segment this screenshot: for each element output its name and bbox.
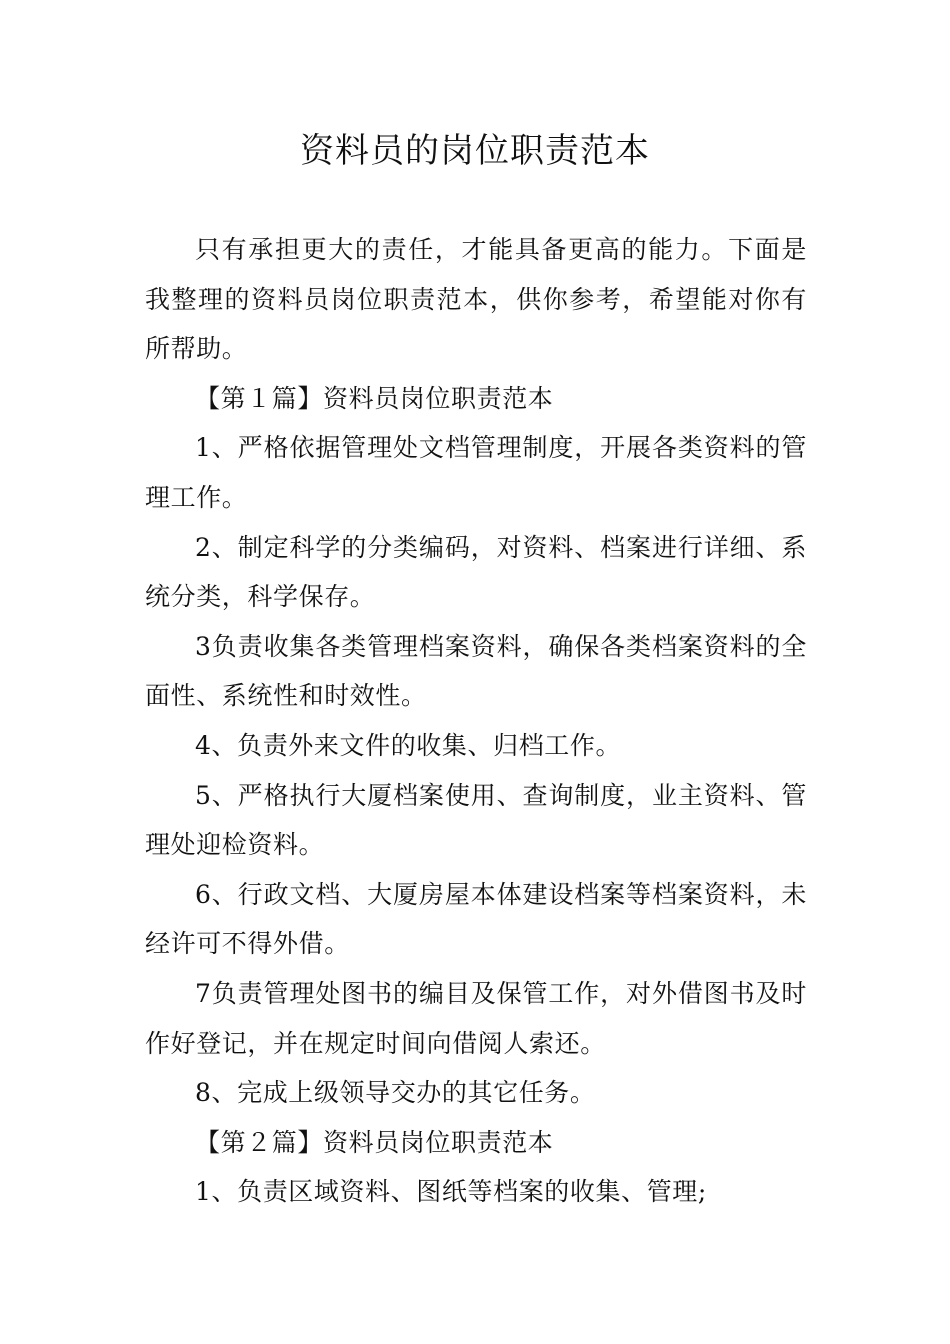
list-item: 1、负责区域资料、图纸等档案的收集、管理; <box>195 1177 707 1207</box>
list-item: 6、行政文档、大厦房屋本体建设档案等档案资料，未经许可不得外借。 <box>145 879 807 959</box>
list-item: 7负责管理处图书的编目及保管工作，对外借图书及时作好登记，并在规定时间向借阅人索还。 <box>145 978 807 1058</box>
document-body <box>145 225 807 1217</box>
section-heading-2: 【第２篇】资料员岗位职责范本 <box>195 1127 554 1157</box>
document-title: 资料员的岗位职责范本 <box>300 131 650 171</box>
list-item: 3负责收集各类管理档案资料，确保各类档案资料的全面性、系统性和时效性。 <box>145 631 807 711</box>
list-item: 1、严格依据管理处文档管理制度，开展各类资料的管理工作。 <box>145 433 807 512</box>
list-item: 5、严格执行大厦档案使用、查询制度，业主资料、管理处迎检资料。 <box>145 780 807 860</box>
list-item: 8、完成上级领导交办的其它任务。 <box>195 1078 596 1108</box>
intro-paragraph: 只有承担更大的责任，才能具备更高的能力。下面是我整理的资料员岗位职责范本，供你参考，希望能对你有所帮助。 <box>145 235 807 364</box>
section-heading-1: 【第１篇】资料员岗位职责范本 <box>195 383 554 413</box>
list-item: 2、制定科学的分类编码，对资料、档案进行详细、系统分类，科学保存。 <box>145 532 807 612</box>
list-item: 4、负责外来文件的收集、归档工作。 <box>195 730 622 760</box>
